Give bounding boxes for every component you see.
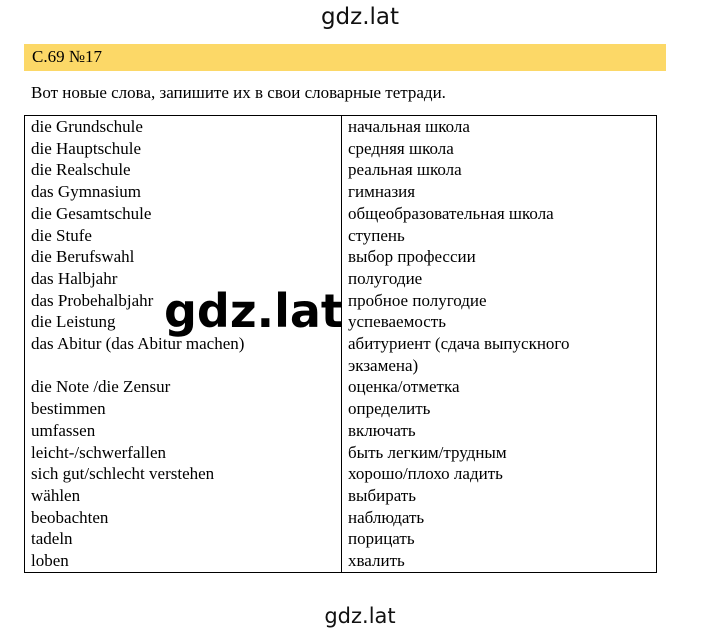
german-word: die Berufswahl (31, 247, 135, 267)
russian-word: оценка/отметка (348, 377, 460, 397)
watermark-bottom: gdz.lat (324, 604, 396, 628)
german-word: die Leistung (31, 312, 116, 332)
russian-word: выбор профессии (348, 247, 476, 267)
russian-word: наблюдать (348, 507, 425, 527)
german-word-blank (31, 355, 335, 377)
german-word: bestimmen (31, 399, 106, 419)
german-word: die Hauptschule (31, 138, 141, 158)
russian-word: хорошо/плохо ладить (348, 464, 503, 484)
german-word: loben (31, 551, 69, 571)
russian-column (342, 116, 657, 573)
russian-word: экзамена) (348, 355, 419, 375)
russian-word: пробное полугодие (348, 290, 487, 310)
russian-word: успеваемость (348, 312, 446, 332)
german-word: die Stufe (31, 225, 92, 245)
german-word: beobachten (31, 507, 109, 527)
russian-word: средняя школа (348, 138, 454, 158)
russian-word: определить (348, 399, 431, 419)
russian-word: гимназия (348, 182, 416, 202)
german-word: tadeln (31, 529, 73, 549)
german-word: die Realschule (31, 160, 131, 180)
russian-word: быть легким/трудным (348, 442, 507, 462)
russian-word: выбирать (348, 485, 416, 505)
german-word: die Gesamtschule (31, 203, 152, 223)
german-word: das Gymnasium (31, 182, 142, 202)
watermark-center: gdz.lat (164, 284, 343, 338)
german-word: die Grundschule (31, 117, 143, 136)
section-header (24, 44, 666, 71)
watermark-top: gdz.lat (320, 4, 400, 30)
vocabulary-table (24, 115, 657, 573)
german-word: das Halbjahr (31, 268, 118, 288)
instruction-text: Вот новые слова, запишите их в свои словарные тетради. (31, 83, 446, 102)
section-title: С.69 №17 (32, 47, 103, 66)
russian-word: реальная школа (348, 160, 462, 180)
german-word: das Probehalbjahr (31, 290, 154, 310)
russian-word: включать (348, 420, 416, 440)
russian-word: ступень (348, 225, 405, 245)
russian-word: общеобразовательная школа (348, 203, 554, 223)
german-word: die Note /die Zensur (31, 377, 171, 397)
german-word: umfassen (31, 420, 96, 440)
german-word: das Abitur (das Abitur machen) (31, 334, 245, 354)
russian-word: полугодие (348, 268, 423, 288)
german-word: sich gut/schlecht verstehen (31, 464, 215, 484)
german-word: leicht-/schwerfallen (31, 442, 166, 462)
german-word: wählen (31, 485, 81, 505)
russian-word: абитуриент (сдача выпускного (348, 334, 570, 354)
russian-word: порицать (348, 529, 415, 549)
russian-word: хвалить (348, 551, 405, 571)
table-row (25, 116, 657, 573)
russian-word: начальная школа (348, 117, 470, 136)
german-column (25, 116, 342, 573)
